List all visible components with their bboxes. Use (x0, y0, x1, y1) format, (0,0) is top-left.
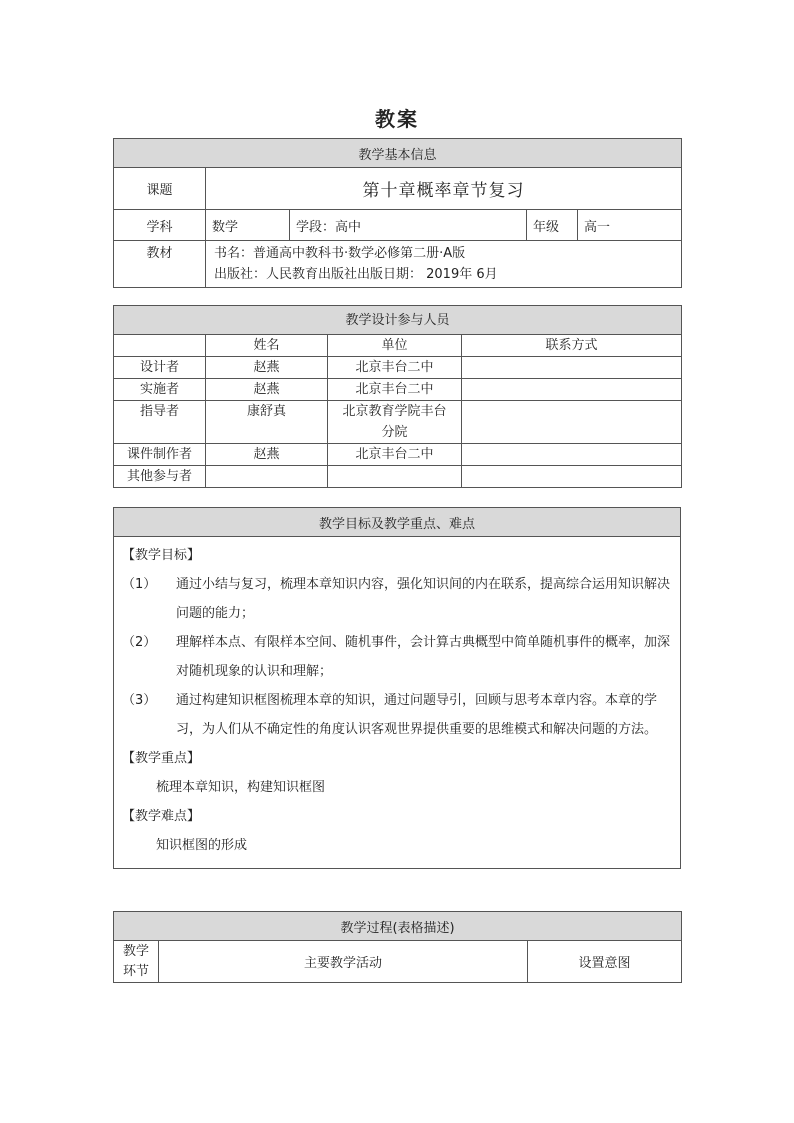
table-row (114, 401, 682, 444)
column-header: 单位 (328, 335, 462, 357)
column-header: 联系方式 (462, 335, 682, 357)
material-label: 教材 (114, 241, 206, 288)
column-header: 姓名 (206, 335, 328, 357)
contact-cell (462, 357, 682, 379)
key-points-text: 梳理本章知识，构建知识框图 (156, 780, 326, 795)
objectives-body (114, 537, 681, 869)
objectives-header: 教学目标及教学重点、难点 (114, 508, 681, 537)
role-cell: 设计者 (114, 357, 206, 379)
participants-table (113, 305, 682, 488)
goal-text: 通过构建知识框图梳理本章的知识，通过问题导引，回顾与思考本章内容。本章的学习，为人们从不确定性的角度认识客观世界提供重要的思维模式和解决问题的方法。 (176, 693, 658, 737)
participants-header: 教学设计参与人员 (114, 306, 682, 335)
process-table (113, 911, 682, 983)
table-row (114, 379, 682, 401)
goal-number: （3） (122, 693, 157, 708)
table-row (114, 444, 682, 466)
goal-text: 通过小结与复习，梳理本章知识内容，强化知识间的内在联系，提高综合运用知识解决问题的能力； (176, 577, 671, 621)
column-header (114, 335, 206, 357)
table-row (114, 357, 682, 379)
goal-number: （1） (122, 577, 157, 592)
participants-column-headers (114, 335, 682, 357)
objectives-table (113, 507, 681, 869)
role-cell: 课件制作者 (114, 444, 206, 466)
goal-text: 理解样本点、有限样本空间、随机事件，会计算古典概型中简单随机事件的概率，加深对随机现象的认识和理解； (176, 635, 671, 679)
basic-info-header: 教学基本信息 (114, 139, 682, 168)
goal-item (122, 570, 672, 628)
grade-label: 年级 (527, 210, 578, 241)
contact-cell (462, 466, 682, 488)
difficulty-title: 【教学难点】 (122, 809, 201, 824)
name-cell: 赵燕 (206, 379, 328, 401)
basic-info-table (113, 138, 682, 288)
stage-column-header: 教学环节 (114, 941, 159, 983)
goal-item (122, 628, 672, 686)
unit-cell: 北京丰台二中 (328, 357, 462, 379)
goal-item (122, 686, 672, 744)
activity-column-header: 主要教学活动 (159, 941, 528, 983)
name-cell: 康舒真 (206, 401, 328, 444)
page-title: 教案 (375, 107, 419, 131)
difficulty-text: 知识框图的形成 (156, 838, 248, 853)
grade-value: 高一 (578, 210, 682, 241)
topic-value: 第十章概率章节复习 (206, 168, 682, 210)
goal-number: （2） (122, 635, 157, 650)
key-points-title: 【教学重点】 (122, 751, 201, 766)
name-cell (206, 466, 328, 488)
material-line-1: 书名：普通高中教科书·数学必修第二册·A版 (214, 246, 466, 261)
process-header: 教学过程(表格描述) (114, 912, 682, 941)
unit-cell (328, 466, 462, 488)
contact-cell (462, 401, 682, 444)
material-value (206, 241, 682, 288)
goals-title: 【教学目标】 (122, 548, 201, 563)
role-cell: 其他参与者 (114, 466, 206, 488)
intent-column-header: 设置意图 (528, 941, 682, 983)
subject-value: 数学 (206, 210, 290, 241)
subject-label: 学科 (114, 210, 206, 241)
contact-cell (462, 444, 682, 466)
unit-cell: 北京丰台二中 (328, 444, 462, 466)
unit-cell: 北京丰台二中 (328, 379, 462, 401)
stage-value: 学段：高中 (290, 210, 527, 241)
material-line-2: 出版社：人民教育出版社出版日期： 2019年 6月 (214, 267, 498, 282)
table-row (114, 466, 682, 488)
role-cell: 指导者 (114, 401, 206, 444)
role-cell: 实施者 (114, 379, 206, 401)
name-cell: 赵燕 (206, 357, 328, 379)
unit-cell: 北京教育学院丰台分院 (328, 401, 462, 444)
contact-cell (462, 379, 682, 401)
topic-label: 课题 (114, 168, 206, 210)
name-cell: 赵燕 (206, 444, 328, 466)
